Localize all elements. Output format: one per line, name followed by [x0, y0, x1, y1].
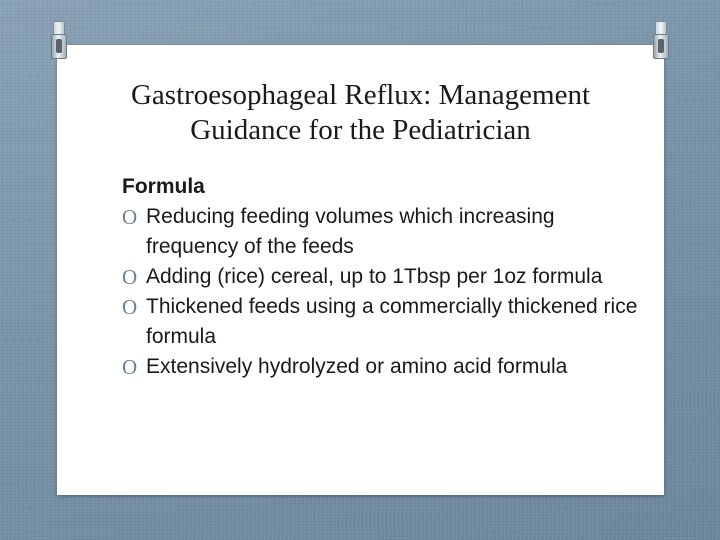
slide-title-line-1: Gastroesophageal Reflux: Management — [130, 79, 590, 111]
bullet-text: Thickened feeds using a commercially thickened rice formula — [146, 295, 638, 348]
binder-clip-icon — [653, 21, 669, 59]
clip-slot — [56, 39, 62, 53]
bullet-marker-icon: O — [122, 205, 138, 229]
bullet-marker-icon: O — [122, 295, 138, 319]
bullet-item — [122, 202, 642, 262]
bullet-text: Adding (rice) cereal, up to 1Tbsp per 1oz formula — [146, 265, 603, 288]
clip-tab — [53, 21, 65, 35]
bullet-text: Extensively hydrolyzed or amino acid formula — [146, 355, 568, 378]
slide-title — [57, 78, 664, 148]
bullet-marker-icon: O — [122, 355, 138, 379]
bullet-item — [122, 262, 642, 292]
binder-clip-icon — [51, 21, 67, 59]
section-heading: Formula — [122, 175, 205, 198]
clip-tab — [655, 21, 667, 35]
slide-title-line-2: Guidance for the Pediatrician — [190, 114, 531, 146]
slide-content — [122, 172, 642, 382]
bullet-list — [122, 202, 642, 382]
bullet-marker-icon: O — [122, 265, 138, 289]
bullet-item — [122, 292, 642, 352]
bullet-text: Reducing feeding volumes which increasing frequency of the feeds — [146, 205, 555, 258]
clip-slot — [658, 39, 664, 53]
bullet-item — [122, 352, 642, 382]
